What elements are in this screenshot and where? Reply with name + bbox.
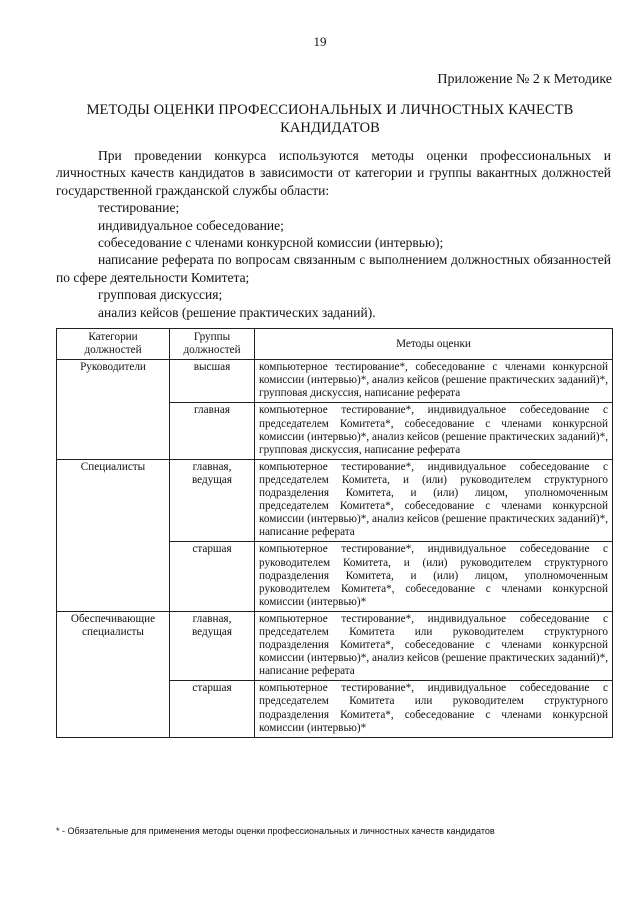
methods-list-item: написание реферата по вопросам связанным с выполнением должностных обязанностей по сфере деятельности Комитета;	[56, 252, 611, 285]
methods-table	[56, 328, 613, 738]
group-cell: главная, ведущая	[170, 459, 255, 542]
header-group: Группы должностей	[170, 329, 255, 360]
methods-cell: компьютерное тестирование*, индивидуальное собеседование с председателем Комитета, и (или) руководителем структурного подразделения Комитета, и (или) лицом, уполномоченным председателем Комитета*, собеседование с членами конкурсной комиссии (интервью)*, анализ кейсов (решение практических заданий)*, написание реферата	[255, 459, 613, 542]
methods-list-item: собеседование с членами конкурсной комиссии (интервью);	[98, 235, 444, 251]
page-number: 19	[313, 34, 327, 49]
methods-list-item: индивидуальное собеседование;	[98, 217, 284, 233]
methods-cell: компьютерное тестирование*, индивидуальное собеседование с председателем Комитета или руководителем структурного подразделения Комитета*, собеседование с членами конкурсной комиссии (интервью)*	[255, 681, 613, 737]
group-cell: главная	[170, 403, 255, 459]
table-row	[57, 459, 613, 542]
group-cell: главная, ведущая	[170, 611, 255, 680]
group-cell: старшая	[170, 681, 255, 737]
footnote: * - Обязательные для применения методы оценки профессиональных и личностных качеств кандидатов	[56, 826, 495, 836]
group-cell: высшая	[170, 360, 255, 403]
category-cell: Руководители	[57, 360, 170, 460]
methods-cell: компьютерное тестирование*, индивидуальное собеседование с председателем Комитета или руководителем структурного подразделения Комитета*, собеседование с членами конкурсной комиссии (интервью)*, анализ кейсов (решение практических заданий)*, написание реферата	[255, 611, 613, 680]
table-row	[57, 611, 613, 680]
appendix-label: Приложение № 2 к Методике	[437, 72, 612, 87]
methods-cell: компьютерное тестирование*, индивидуальное собеседование с руководителем Комитета, и (или) руководителем структурного подразделения Комитета, и (или) лицом, уполномоченным руководителем Комитета*, собеседование с членами конкурсной комиссии (интервью)*	[255, 542, 613, 611]
intro-paragraph: При проведении конкурса используются методы оценки профессиональных и личностных качеств кандидатов в зависимости от категории и группы вакантных должностей государственной гражданской службы области:	[56, 148, 611, 198]
table-row	[57, 360, 613, 403]
methods-cell: компьютерное тестирование*, собеседование с членами конкурсной комиссии (интервью)*, анализ кейсов (решение практических заданий)*, групповая дискуссия, написание реферата	[255, 360, 613, 403]
header-category: Категории должностей	[57, 329, 170, 360]
group-cell: старшая	[170, 542, 255, 611]
category-cell: Специалисты	[57, 459, 170, 611]
methods-cell: компьютерное тестирование*, индивидуальное собеседование с председателем Комитета*, собеседование с членами конкурсной комиссии (интервью)*, анализ кейсов (решение практических заданий)*, групповая дискуссия, написание реферата	[255, 403, 613, 459]
document-title: МЕТОДЫ ОЦЕНКИ ПРОФЕССИОНАЛЬНЫХ И ЛИЧНОСТНЫХ КАЧЕСТВ КАНДИДАТОВ	[86, 102, 574, 136]
methods-list	[56, 199, 611, 321]
header-methods: Методы оценки	[255, 329, 613, 360]
methods-list-item: тестирование;	[98, 200, 180, 216]
table-header-row	[57, 329, 613, 360]
methods-list-item: анализ кейсов (решение практических заданий).	[98, 304, 376, 320]
methods-list-item: групповая дискуссия;	[98, 287, 223, 303]
intro-section	[56, 147, 611, 321]
category-cell: Обеспечивающие специалисты	[57, 611, 170, 737]
